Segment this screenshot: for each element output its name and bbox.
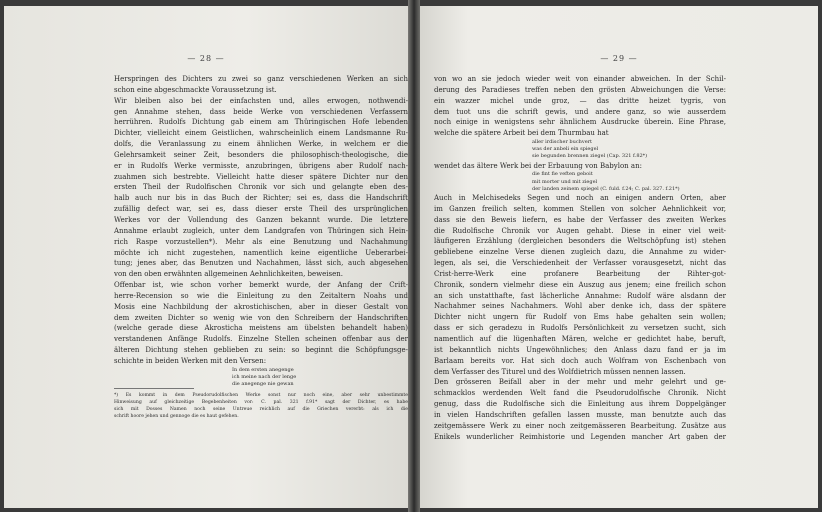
verse-line: sie begunden brennen ziegel (Cap. 321 f.82*) bbox=[532, 153, 648, 160]
text-line: Annahme erlaubt zugleich, unter dem Landgrafen von Thüringen sich Hein- bbox=[114, 226, 408, 235]
text-line: Enikels wunderlicher Reimhistorie und Legenden mancher Art gaben der bbox=[434, 432, 726, 441]
text-line: Auch in Melchisedeks Segen und noch an einigen andern Orten, aber bbox=[434, 194, 726, 203]
text-line: zuahmen sich bestrebte. Vielleicht hatte dieser spätere Dichter nur den bbox=[114, 172, 408, 181]
text-line: herre-Recension so wie die Einleitung zu den Zeitaltern Noahs und bbox=[114, 291, 408, 300]
text-line: die Rudolfische Chronik vor Augen gehabt. Diese in einer viel weit- bbox=[434, 226, 726, 235]
text-line: von wo an sie jedoch wieder weit von einander abweichen. In der Schil- bbox=[434, 75, 726, 83]
text-line: dolfs, die Veranlassung zu einem ähnlichen Werke, in welchem er die bbox=[114, 140, 408, 149]
left-body-text bbox=[114, 74, 408, 388]
text-line: verstandenen Anfänge Rudolfs. Einzelne Stellen scheinen offenbar aus der bbox=[114, 335, 408, 344]
text-line: tung; jenes aber, das Benutzen und Nachahmen, lässt sich, auch abgesehen bbox=[114, 259, 408, 268]
book-gutter bbox=[408, 0, 420, 512]
verse-line: aller irdischer buchvert bbox=[532, 139, 593, 146]
text-line: ist bekanntlich nichts Ungewöhnliches; den Anlass dazu fand er ja im bbox=[434, 345, 726, 354]
text-line: Wir bleiben also bei der einfachsten und, alles erwogen, nothwendi- bbox=[114, 96, 408, 105]
text-line: Crist-herre-Werk eine profanere Bearbeitung der Rihter-got- bbox=[434, 269, 726, 278]
page-number-right: — 29 — bbox=[600, 54, 638, 63]
text-line: in vielen Handschriften gefallen lassen musste, man benutzte auch das bbox=[434, 410, 726, 419]
text-line: Dichter nicht ungern für Rudolf von Ems habe gehalten sein wollen; bbox=[434, 313, 726, 322]
left-page bbox=[4, 6, 408, 508]
text-line: schrift hoore jehen und gennoge die es haut gefehen. bbox=[114, 414, 239, 419]
text-line: dem tuot uns die schrift gewis, und andere ganz, so wie ausserdem bbox=[434, 107, 726, 116]
right-body-text bbox=[434, 74, 726, 442]
footnote-rule bbox=[114, 388, 194, 389]
text-line: (welche gerade diese Akrosticha meistens am übelsten behandelt haben) bbox=[114, 324, 408, 333]
text-line: möchte ich nicht zugestehen, namentlich keine eigentliche Ueberarbei- bbox=[114, 248, 408, 257]
text-line: im Ganzen freilich selten, kommen Stellen von solcher Aehnlichkeit vor, bbox=[434, 204, 726, 213]
text-line: namentlich auf die lügenhaften Mären, welche er gedichtet habe, beruft, bbox=[434, 335, 726, 343]
text-line: dass sie den Beweis liefern, es habe der Verfasser des zweiten Werkes bbox=[434, 215, 726, 224]
text-line: dass er sich geradezu in Rudolfs Persönlichkeit zu versetzen sucht, sich bbox=[434, 324, 726, 333]
text-line: zeitgemässere Werk zu einer noch zeitgemässeren Bearbeitung. Zusätze aus bbox=[434, 421, 726, 430]
text-line: Herspringen des Dichters zu zwei so ganz verschiedenen Werken an sich bbox=[114, 75, 408, 83]
text-line: dem Verfasser des Titurel und des Wolfdietrich müssen nennen lassen. bbox=[434, 367, 686, 376]
text-line: Werkes vor der Vollendung des Ganzen bekannt wurde. Die letztere bbox=[114, 215, 408, 224]
text-line: Barlaam bereits vor. Hat sich doch auch Wolfram von Eschenbach von bbox=[434, 356, 726, 365]
text-line: Den grösseren Beifall aber in der mehr und mehr gelehrt und ge- bbox=[434, 378, 726, 387]
text-line: Dichter, vielleicht einem Geistlichen, wahrscheinlich einem Landsmanne Ru- bbox=[114, 129, 408, 138]
footnote bbox=[114, 392, 408, 420]
text-line: Mosis eine Nachbildung der akrostichischen, aber in dieser Gestalt von bbox=[114, 302, 408, 311]
text-line: herrühren. Rudolfs Dichtung gab einem am Thüringischen Hofe lebenden bbox=[114, 118, 408, 127]
text-line: gen Annahme stehen, dass beide Werke von verschiedenen Verfassern bbox=[114, 107, 408, 116]
text-line: älteren Dichtung stehen geblieben zu sein: so beginnt die Schöpfungsge- bbox=[114, 346, 408, 355]
text-line: halb auch nur bis in das Buch der Richter; sei es, dass die Handschrift bbox=[114, 194, 408, 203]
text-line: Offenbar ist, wie schon vorher bemerkt wurde, der Anfang der Crift- bbox=[114, 281, 408, 290]
text-line: derung des Paradieses treffen neben den grösten Abweichungen die Verse: bbox=[434, 85, 726, 94]
text-line: Gelehrsamkeit seiner Zeit, besonders die philosophisch-theologische, die bbox=[114, 150, 408, 159]
text-line: Hinweisung auf gleichzeitige Begebenheiten vor: C. pal. 321 f.91* sagt der Dichter, es habe bbox=[114, 400, 408, 405]
text-line: Nachahmer seines Nachahmers. Wohl aber denke ich, dass der spätere bbox=[434, 302, 726, 311]
text-line: er in Rudolfs Werke vermisste, anzubringen, übrigens aber Rudolf nach- bbox=[114, 161, 408, 170]
text-line: dem zweiten Dichter so wenig wie von den Schreibern der Handschriften bbox=[114, 313, 408, 322]
text-line: noch einige in wenigstens sehr ähnlichem Ausdrucke überein. Eine Phrase, bbox=[434, 118, 726, 127]
text-line: schichte in beiden Werken mit den Versen: bbox=[114, 356, 267, 365]
text-line: Chronik, sondern vielmehr diese ein Auszug aus jenem; eine freilich schon bbox=[434, 280, 726, 289]
page-number-left: — 28 — bbox=[187, 54, 225, 63]
verse-line: ich meine nach der lenge bbox=[232, 373, 297, 380]
text-line: welche die spätere Arbeit bei dem Thurmbau hat bbox=[434, 129, 609, 138]
verse-line: mit morter und mit ziegel bbox=[532, 178, 598, 185]
verse-line: In dem ersten anegenge bbox=[232, 366, 294, 373]
verse-line: die anegenge nie gewan bbox=[232, 381, 294, 388]
text-line: *) Es kommt in dem Pseudorudolfischen Werke sonst nur noch eine, aber sehr unbestimmte bbox=[114, 393, 408, 398]
text-line: von den oben erwähnten allgemeinen Aehnlichkeiten, beweisen. bbox=[114, 270, 343, 279]
text-line: schon eine abgeschmackte Voraussetzung ist. bbox=[114, 85, 277, 94]
text-line: ein wazzer michel unde groz, — das dritte heizet tygris, von bbox=[434, 96, 726, 105]
text-line: zufällig defect war, sei es, dass dieser erste Theil des ursprünglichen bbox=[114, 205, 408, 214]
text-line: legen, als sei, die Verschiedenheit der Verfasser vorausgesetzt, nicht das bbox=[434, 259, 726, 268]
verse-line: was der anbeli ein spiegel bbox=[532, 146, 599, 153]
text-line: ersten Theil der Rudolfischen Chronik vor sich und gelangte eben des- bbox=[114, 183, 408, 192]
text-line: sich mit Dosses Namen noch seine Untreue reichlich auf die Griechen vererbt: als ich die bbox=[114, 407, 408, 412]
text-line: wendet das ältere Werk bei der Erbauung von Babylon an: bbox=[434, 161, 642, 170]
text-line: rich Raspe vorzustellen*). Mehr als eine Benutzung und Nachahmung bbox=[114, 237, 408, 246]
text-line: läufigeren Erzählung (dergleichen besonders die Weltschöpfung ist) stehen bbox=[434, 237, 726, 246]
right-page bbox=[420, 6, 818, 508]
text-line: an sich unstatthafte, fast lächerliche Annahme: Rudolf wäre alsdann der bbox=[434, 291, 726, 300]
text-line: gebliebene einzelne Verse dienen zugleich dazu, die Annahme zu wider- bbox=[434, 248, 726, 257]
verse-line: der landen zeinem spiegel (C. fuld. f.24; C. pal. 327. f.21*) bbox=[532, 185, 680, 192]
text-line: schmacklos werdenden Welt fand die Pseudorudolfische Chronik. Nicht bbox=[434, 389, 726, 398]
text-line: genug, dass die Rudolfische sich die Einleitung aus ihrem Doppelgänger bbox=[434, 400, 726, 409]
verse-line: die fint fie veften geboit bbox=[532, 171, 593, 178]
